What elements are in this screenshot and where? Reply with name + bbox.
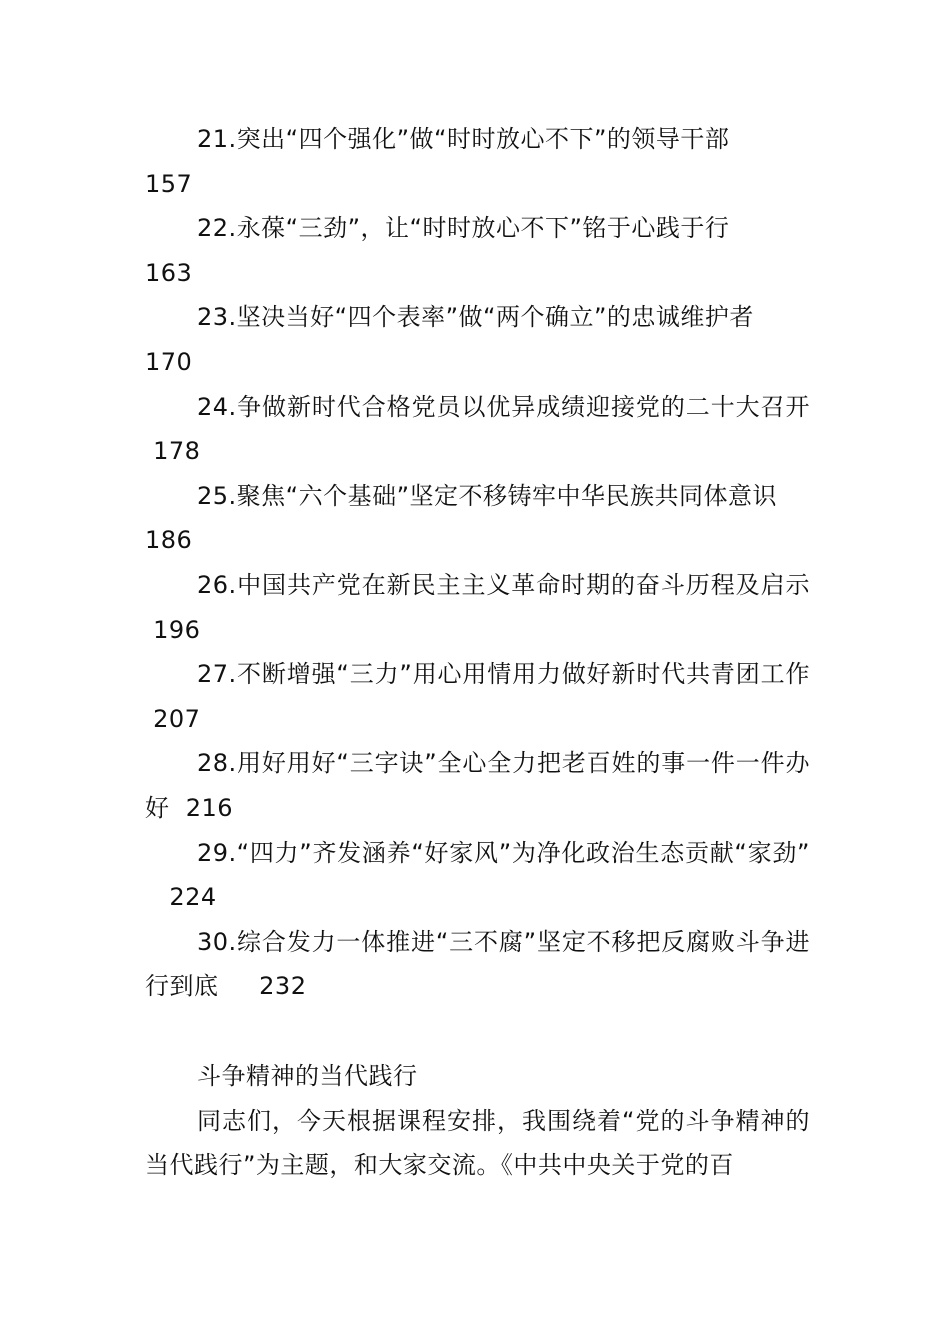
toc-entry-title: 29.“四力”齐发涵养“好家风”为净化政治生态贡献“家劲” [197, 838, 810, 867]
toc-entry[interactable] [145, 295, 810, 384]
toc-entry-page: 224 [169, 883, 217, 912]
toc-entry-title: 24.争做新时代合格党员以优异成绩迎接党的二十大召开 [197, 392, 810, 421]
toc-entry[interactable] [145, 385, 810, 474]
toc-entry-page: 170 [145, 347, 193, 376]
toc-entry[interactable] [145, 117, 810, 206]
toc-entry[interactable] [145, 563, 810, 652]
toc-entry-title: 22.永葆“三劲”，让“时时放心不下”铭于心践于行 [197, 214, 730, 243]
toc-entry-page: 216 [185, 793, 234, 822]
toc-entry-title: 26.中国共产党在新民主主义革命时期的奋斗历程及启示 [197, 570, 810, 599]
toc-entry-page: 207 [153, 704, 201, 733]
speech-section [145, 1054, 810, 1188]
toc-entry[interactable] [145, 831, 810, 920]
toc-entry-page: 157 [145, 169, 193, 198]
toc-entry-page: 196 [153, 615, 201, 644]
table-of-contents [145, 117, 810, 1009]
toc-entry[interactable] [145, 206, 810, 295]
toc-entry-title: 21.突出“四个强化”做“时时放心不下”的领导干部 [197, 125, 730, 153]
toc-entry-page: 178 [153, 437, 201, 466]
toc-entry[interactable] [145, 652, 810, 741]
toc-entry[interactable] [145, 474, 810, 563]
toc-entry[interactable] [145, 920, 810, 1009]
section-heading: 斗争精神的当代践行 [197, 1062, 418, 1090]
toc-entry-title: 28.用好用好“三字诀”全心全力把老百姓的事一件一件办好 [145, 749, 810, 822]
toc-entry-page: 186 [145, 526, 193, 555]
toc-entry-title: 27.不断增强“三力”用心用情用力做好新时代共青团工作 [197, 660, 810, 689]
body-paragraph: 同志们，今天根据课程安排，我围绕着“党的斗争精神的当代践行”为主题，和大家交流。《中共中央关于党的百 [145, 1106, 810, 1180]
toc-entry-title: 30.综合发力一体推进“三不腐”坚定不移把反腐败斗争进行到底 [145, 927, 810, 1001]
toc-entry-page: 232 [259, 972, 307, 1001]
toc-entry[interactable] [145, 741, 810, 830]
toc-entry-title: 25.聚焦“六个基础”坚定不移铸牢中华民族共同体意识 [197, 481, 778, 510]
toc-entry-title: 23.坚决当好“四个表率”做“两个确立”的忠诚维护者 [197, 303, 754, 332]
toc-entry-page: 163 [145, 258, 193, 287]
